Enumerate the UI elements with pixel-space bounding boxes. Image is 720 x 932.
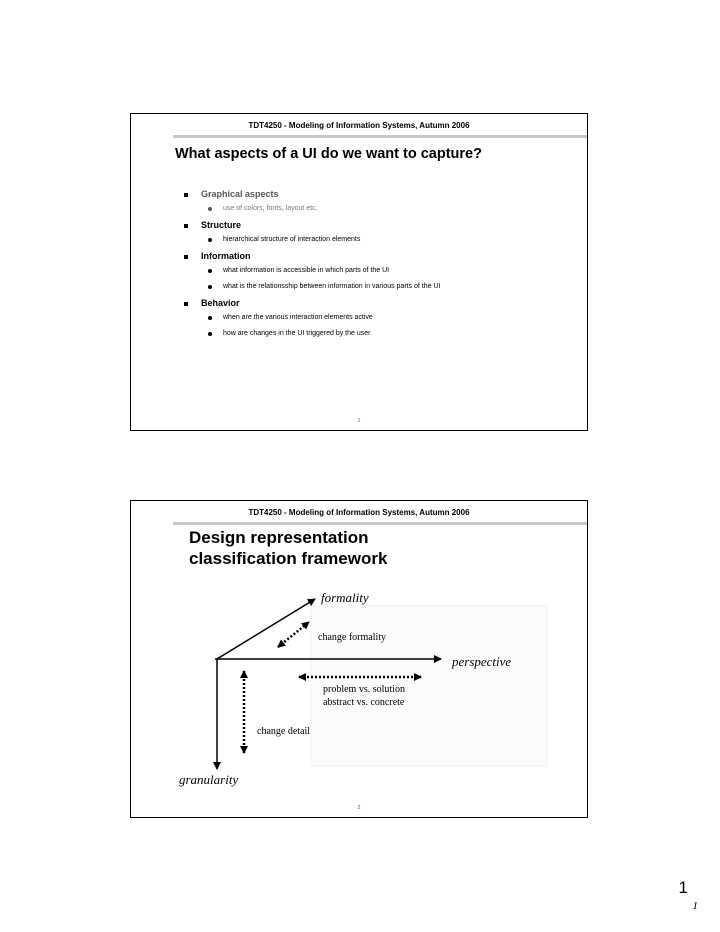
header-divider	[173, 135, 587, 138]
change-formality-arrow	[278, 622, 309, 647]
label-change-detail: change detail	[257, 726, 311, 737]
label-change-formality: change formality	[318, 632, 387, 643]
bullet-graphical-aspects: Graphical aspects	[183, 188, 583, 201]
axis-label-perspective: perspective	[452, 654, 512, 669]
sub-bullet: what is the relationsship between information in various parts of the UI	[183, 279, 583, 295]
bullet-list	[183, 188, 583, 342]
sub-bullet: when are the various interaction elements active	[183, 310, 583, 326]
sub-bullet: how are changes in the UI triggered by the user	[183, 326, 583, 342]
bullet-behavior: Behavior	[183, 297, 583, 310]
slide-title-line-2: classification framework	[189, 549, 388, 568]
slide-title-line-1: Design representation	[189, 528, 369, 547]
slide-title: What aspects of a UI do we want to capture?	[175, 146, 482, 162]
label-problem-solution: problem vs. solution	[323, 684, 405, 695]
sub-bullet: hierarchical structure of interaction elements	[183, 232, 583, 248]
axis-label-granularity: granularity	[179, 772, 239, 787]
slide-page-number: 1	[357, 418, 361, 424]
slide-header: TDT4250 - Modeling of Information Systems, Autumn 2006	[248, 121, 470, 130]
slide-2	[130, 500, 588, 818]
slide-page-number: 2	[357, 805, 361, 811]
framework-diagram	[131, 501, 587, 817]
axis-label-formality: formality	[321, 590, 369, 605]
page-number-italic: 1	[692, 900, 698, 912]
bullet-structure: Structure	[183, 219, 583, 232]
label-abstract-concrete: abstract vs. concrete	[323, 697, 405, 708]
sub-bullet: use of colors, fonts, layout etc.	[183, 201, 583, 217]
bullet-information: Information	[183, 250, 583, 263]
sub-bullet: what information is accessible in which parts of the UI	[183, 263, 583, 279]
slide-1	[130, 113, 588, 431]
slide-header: TDT4250 - Modeling of Information Systems, Autumn 2006	[248, 508, 470, 517]
page-number: 1	[678, 878, 688, 897]
